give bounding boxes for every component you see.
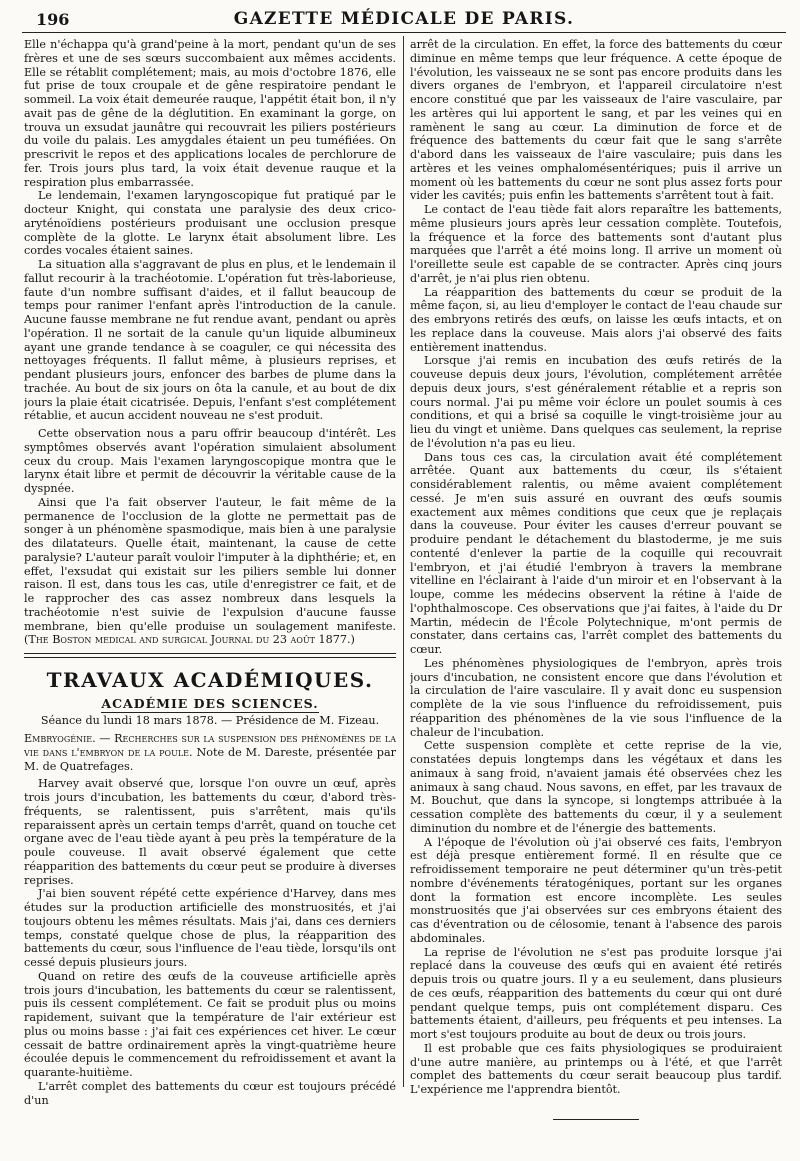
paragraph: A l'époque de l'évolution où j'ai observé ces faits, l'embryon est déjà presque entièrement formé. Il en résulte que ce refroidissement temporaire ne peut déterminer qu'un très-petit nombre d'événements tératogéniques, portant sur les organes dont la formation est encore incomplète. Les seules monstruosités que j'ai observées sur ces embryons étaient des cas d'éventration ou de célosomie, tenant à l'absence des parois abdominales. [410, 835, 782, 945]
paragraph: Harvey avait observé que, lorsque l'on ouvre un œuf, après trois jours d'incubation, les battements du cœur, d'abord très-fréquents, se ralentissent, puis s'arrêtent, mais qu'ils reparaissent après un certain temps d'arrêt, quand on touche cet organe avec de l'eau tiède ayant à peu près la température de la poule couveuse. Il avait observé également que cette réapparition des battements du cœur peut se produire à diverses reprises. [24, 777, 396, 887]
paragraph: arrêt de la circulation. En effet, la force des battements du cœur diminue en même temps que leur fréquence. A cette époque de l'évolution, les vaisseaux ne se sont pas encore produits dans les divers organes de l'embryon, et l'appareil circulatoire n'est encore constitué que par les vaisseaux de l'aire vasculaire, par les artères qui lui apportent le sang, et par les veines qui en ramènent le sang au cœur. La diminution de force et de fréquence des battements du cœur fait que le sang s'arrête d'abord dans les vaisseaux de l'aire vasculaire; puis dans les artères et les veines omphalomésentériques; puis il arrive un moment où les battements du cœur ne sont plus assez forts pour vider les cavités; puis enfin les battements s'arrêtent tout à fait. [410, 38, 782, 203]
paragraph [24, 496, 396, 647]
paragraph: Les phénomènes physiologiques de l'embryon, après trois jours d'incubation, ne consistent encore que dans l'évolution et la circulation de l'aire vasculaire. Il y avait donc eu suspension complète de la vie sous l'influence du refroidissement, puis réapparition des phénomènes de la vie sous l'influence de la chaleur de l'incubation. [410, 656, 782, 739]
column-divider [403, 36, 404, 1087]
session-line: Séance du lundi 18 mars 1878. — Présidence de M. Fizeau. [40, 714, 380, 727]
paragraph: L'arrêt complet des battements du cœur est toujours précédé d'un [24, 1079, 396, 1107]
journal-title: GAZETTE MÉDICALE DE PARIS. [233, 9, 575, 29]
note-heading [24, 732, 396, 773]
paragraph: La réapparition des battements du cœur se produit de la même façon, si, au lieu d'employer le contact de l'eau chaude sur des embryons retirés des œufs, on laisse les œufs intacts, et on les replace dans la couveuse. Mais alors j'ai observé des faits entièrement inattendus. [410, 285, 782, 354]
paragraph: Le lendemain, l'examen laryngoscopique fut pratiqué par le docteur Knight, qui constata une paralysie des deux crico-aryténoïdiens postérieurs produisant une occlusion presque complète de la glotte. Le larynx était absolument libre. Les cordes vocales étaient saines. [24, 189, 396, 258]
paragraph: La reprise de l'évolution ne s'est pas produite lorsque j'ai replacé dans la couveuse des œufs qui en avaient été retirés depuis trois ou quatre jours. Il y a eu seulement, dans plusieurs de ces œufs, réapparition des battements du cœur qui ont duré pendant quelque temps, puis ont complétement disparu. Ces battements étaient, d'ailleurs, peu fréquents et peu intenses. La mort s'est toujours produite au bout de deux ou trois jours. [410, 945, 782, 1041]
source-citation: (The Boston medical and surgical Journal du 23 août 1877.) [24, 633, 355, 647]
left-column [24, 38, 396, 1149]
paragraph: Cette suspension complète et cette reprise de la vie, constatées depuis longtemps dans les végétaux et dans les animaux à sang froid, n'avaient jamais été observées chez les animaux à sang chaud. Nous savons, en effet, par les travaux de M. Bouchut, que dans la syncope, si longtemps attribuée à la cessation complète des battements du cœur, il y a seulement diminution du nombre et de l'énergie des battements. [410, 739, 782, 835]
paragraph-text: Ainsi que l'a fait observer l'auteur, le fait même de la permanence de l'occlusion de la glotte ne permettait pas de songer à un phénomène spasmodique, mais bien à une paralysie des dilatateurs. Quelle était, maintenant, la cause de cette paralysie? L'auteur paraît vouloir l'imputer à la diphthérie; et, en effet, l'exsudat qui existait sur les piliers semble lui donner raison. Il est, dans tous les cas, utile d'enregistrer ce fait, et de le rapprocher des cas assez nombreux dans lesquels la trachéotomie n'est suivie de l'expulsion d'aucune fausse membrane, bien qu'elle produise un soulagement manifeste. [24, 495, 396, 633]
page-number: 196 [36, 10, 70, 29]
paragraph: Il est probable que ces faits physiologiques se produiraient d'une autre manière, au printemps ou à l'été, et que l'arrêt complet des battements du cœur serait beaucoup plus tardif. L'expérience me l'apprendra bientôt. [410, 1041, 782, 1096]
paragraph: Quand on retire des œufs de la couveuse artificielle après trois jours d'incubation, les battements du cœur se ralentissent, puis ils cessent complétement. Ce fait se produit plus ou moins rapidement, suivant que la température de l'air extérieur est plus ou moins basse : j'ai fait ces expériences cet hiver. Le cœur cessait de battre ordinairement après la vingt-quatrième heure écoulée depuis le commencement du refroidissement et avant la quarante-huitième. [24, 969, 396, 1079]
paragraph: Dans tous ces cas, la circulation avait été complétement arrêtée. Quant aux battements du cœur, ils s'étaient considérablement ralentis, ou même avaient complétement cessé. Je m'en suis assuré en ouvrant des œufs soumis exactement aux mêmes conditions que ceux que je replaçais dans la couveuse. Pour éviter les causes d'erreur pouvant se produire pendant le détachement du blastoderme, je me suis contenté d'enlever la partie de la coquille qui recouvrait l'embryon, et j'ai étudié l'embryon à travers la membrane vitelline en l'éclairant à l'aide d'un miroir et en l'observant à la loupe, comme les médecins observent la rétine à l'aide de l'ophthalmoscope. Ces observations que j'ai faites, à l'aide du Dr Martin, médecin de l'École Polytechnique, m'ont permis de constater, dans certains cas, l'arrêt complet des battements du cœur. [410, 450, 782, 656]
page-header [22, 6, 786, 33]
academy-title-text: ACADÉMIE DES SCIENCES. [101, 696, 319, 711]
paragraph: Le contact de l'eau tiède fait alors reparaître les battements, même plusieurs jours après leur cessation complète. Toutefois, la fréquence et la force des battements sont d'autant plus marquées que l'arrêt a été moins long. Il arrive un moment où l'oreillette seule est capable de se contracter. Après cinq jours d'arrêt, je n'ai plus rien obtenu. [410, 203, 782, 285]
academy-title [24, 696, 396, 711]
paragraph: Cette observation nous a paru offrir beaucoup d'intérêt. Les symptômes observés avant l'opération simulaient absolument ceux du croup. Mais l'examen laryngoscopique montra que le larynx était libre et permit de découvrir la véritable cause de la dyspnée. [24, 427, 396, 495]
end-rule [553, 1119, 639, 1120]
section-divider [24, 653, 396, 658]
paragraph: J'ai bien souvent répété cette expérience d'Harvey, dans mes études sur la production artificielle des monstruosités, et j'ai toujours obtenu les mêmes résultats. Mais j'ai, dans ces derniers temps, constaté quelque chose de plus, la réapparition des battements du cœur, sous l'influence de l'eau tiède, lorsqu'ils ont cessé depuis plusieurs jours. [24, 887, 396, 969]
paragraph: La situation alla s'aggravant de plus en plus, et le lendemain il fallut recourir à la trachéotomie. L'opération fut très-laborieuse, faute d'un nombre suffisant d'aides, et il fallut beaucoup de temps pour ranimer l'enfant après l'introduction de la canule. Aucune fausse membrane ne fut rendue avant, pendant ou après l'opération. Il ne sortait de la canule qu'un liquide albumineux ayant une grande tendance à se coaguler, ce qui nécessita des nettoyages fréquents. Il fallut même, à plusieurs reprises, et pendant plusieurs jours, enfoncer des barbes de plume dans la trachée. Au bout de six jours on ôta la canule, et au bout de dix jours la plaie était cicatrisée. Depuis, l'enfant s'est complétement rétablie, et aucun accident nouveau ne s'est produit. [24, 258, 396, 423]
note-title: Embryogénie. — Recherches sur la suspension des phénomènes de la vie dans l'embryon de la poule. [24, 732, 396, 759]
section-title: TRAVAUX ACADÉMIQUES. [46, 668, 374, 692]
note-author: Note de M. Dareste, présentée par M. de Quatrefages. [24, 745, 396, 773]
right-column [410, 38, 782, 1149]
paragraph: Elle n'échappa qu'à grand'peine à la mort, pendant qu'un de ses frères et une de ses sœurs succombaient aux mêmes accidents. Elle se rétablit complétement; mais, au mois d'octobre 1876, elle fut prise de toux croupale et de gêne respiratoire pendant le sommeil. La voix était demeurée rauque, l'appétit était bon, il n'y avait pas de gêne de la déglutition. En examinant la gorge, on trouva un exsudat jaunâtre qui recouvrait les piliers postérieurs du voile du palais. Les amygdales étaient un peu tuméfiées. On prescrivit le repos et des applications locales de perchlorure de fer. Trois jours plus tard, la voix était devenue rauque et la respiration plus embarrassée. [24, 38, 396, 189]
paragraph: Lorsque j'ai remis en incubation des œufs retirés de la couveuse depuis deux jours, l'évolution, complétement arrêtée depuis deux jours, s'est généralement rétablie et a repris son cours normal. J'ai pu même voir éclore un poulet soumis à ces conditions, et qui a brisé sa coquille le vingt-troisième jour au lieu du vingt et unième. Dans quelques cas seulement, la reprise de l'évolution n'a pas eu lieu. [410, 354, 782, 450]
